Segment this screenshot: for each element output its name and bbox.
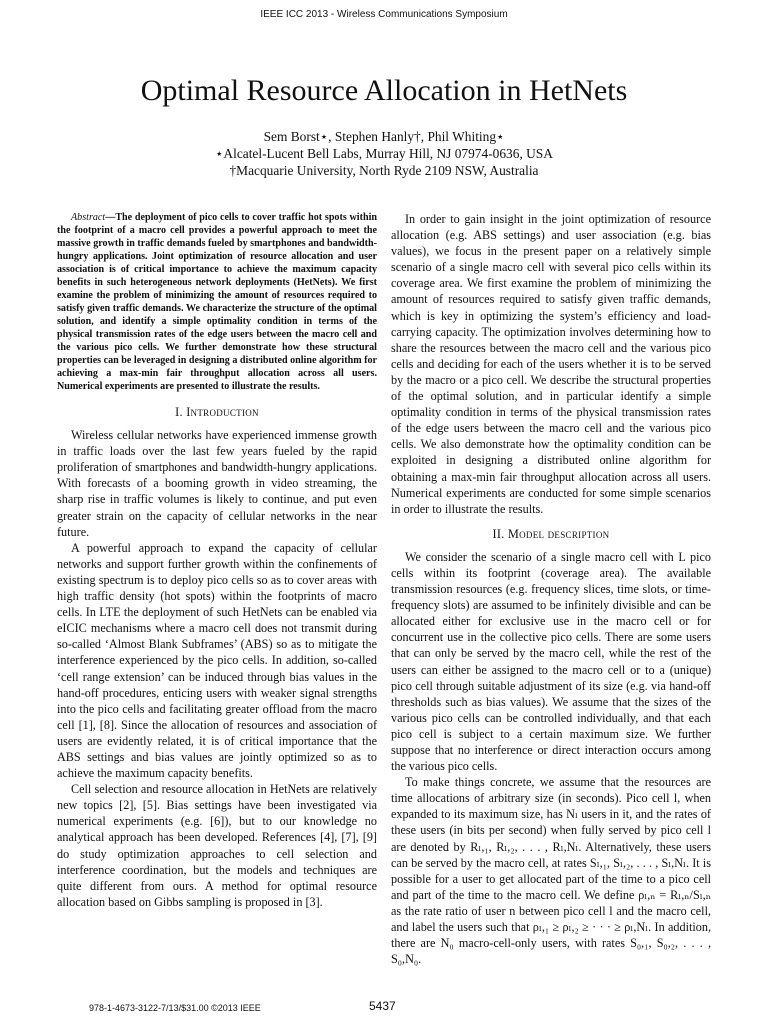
author-block: [0, 128, 768, 179]
model-paragraph-1: We consider the scenario of a single macro cell with L pico cells within its footprint (coverage area). The available transmission resources (e.g. frequency slices, time slots, or time-frequency slots) are assumed to be infinitely divisible and can be allocated either for exclusive use in the macro cell or for concurrent use in the collective pico cells. There are some users that can only be served by the macro cell, while the rest of the users can either be assigned to the macro cell or to a (unique) pico cell through suitable adjustment of its size (e.g. via hand-off thresholds such as bias values). We assume that the sizes of the various pico cells can be controlled individually, and that each pico cell is subject to a certain maximum size. We further suppose that no interference or direct interaction occurs among the various pico cells.: [391, 549, 711, 774]
abstract-lead: Abstract: [71, 212, 106, 223]
affiliation-2: †Macquarie University, North Ryde 2109 NSW, Australia: [229, 163, 539, 178]
model-heading: II. Model description: [492, 526, 610, 541]
affiliation-1: ⋆Alcatel-Lucent Bell Labs, Murray Hill, NJ 07974-0636, USA: [215, 146, 553, 161]
right-column: [391, 211, 711, 967]
intro-paragraph-3: Cell selection and resource allocation in HetNets are relatively new topics [2], [5]. Bias settings have been investigated via numerical experiments (e.g. [6]), but to our knowledge no analytical approach has been developed. References [4], [7], [9] do study optimization approaches to cell selection and interference coordination, but the models and techniques are quite different from ours. A method for optimal resource allocation based on Gibbs sampling is proposed in [3].: [57, 782, 377, 909]
page-number: 5437: [369, 999, 396, 1013]
paper-title: Optimal Resource Allocation in HetNets: [140, 74, 628, 107]
intro-paragraph-4: In order to gain insight in the joint optimization of resource allocation (e.g. ABS settings) and user association (e.g. bias values), we focus in the present paper on a relatively simple scenario of a single macro cell with several pico cells within its coverage area. We first examine the problem of minimizing the amount of resources required to satisfy given traffic demands, which is key in optimizing the system’s efficiency and load-carrying capacity. The optimization involves determining how to share the resources between the macro cell and the various pico cells and deciding for each of the users whether it is to be served by the macro or a pico cell. We describe the structural properties of the optimal solution, and in particular identify a simple optimality condition in terms of the physical transmission rates of the edge users between the macro cell and the various pico cells. We also demonstrate how the optimality condition can be exploited in designing a distributed online algorithm for obtaining a max-min fair throughput allocation across all users. Numerical experiments are conducted for some simple scenarios in order to illustrate the results.: [391, 212, 711, 516]
intro-paragraph-1: Wireless cellular networks have experienced immense growth in traffic loads over the last few years fueled by the rapid proliferation of smartphones and bandwidth-hungry applications. With forecasts of a booming growth in video streaming, the sharp rise in traffic volumes is likely to continue, and put even greater strain on the capacity of cellular networks in the near future.: [57, 428, 377, 539]
conference-header: IEEE ICC 2013 - Wireless Communications Symposium: [260, 9, 508, 20]
abstract: [57, 211, 377, 393]
intro-heading: I. Introduction: [175, 405, 259, 419]
abstract-text: —The deployment of pico cells to cover traffic hot spots within the footprint of a macro cell provides a powerful approach to meet the massive growth in traffic demands fueled by smartphones and bandwidth-hungry applications. Joint optimization of resource allocation and user association is of critical importance to achieve the maximum capacity benefits in such heterogeneous network deployments (HetNets). We first examine the problem of minimizing the amount of resources required to satisfy given traffic demands. We characterize the structure of the optimal solution, and identify a simple optimality condition in terms of the physical transmission rates of the edge users between the macro cell and the various pico cells. We further demonstrate how these structural properties can be leveraged in designing a distributed online algorithm for achieving a max-min fair throughput allocation across all users. Numerical experiments are presented to illustrate the results.: [57, 212, 378, 392]
left-column: [57, 211, 377, 910]
footer-isbn: 978-1-4673-3122-7/13/$31.00 ©2013 IEEE: [89, 1003, 261, 1013]
model-paragraph-2: To make things concrete, we assume that the resources are time allocations of arbitrary size (in seconds). Pico cell l, when expanded to its maximum size, has Nₗ users in it, and the rates of these users (in bits per second) when fully served by pico cell l are denoted by Rₗ,₁, Rₗ,₂, . . . , Rₗ,Nₗ. Alternatively, these users can be served by the macro cell, at rates Sₗ,₁, Sₗ,₂, . . . , Sₗ,Nₗ. It is possible for a user to get allocated part of the time to a pico cell and part of the time to the macro cell. We define ρₗ,ₙ = Rₗ,ₙ/Sₗ,ₙ as the rate ratio of user n between pico cell l and the macro cell, and label the users such that ρₗ,₁ ≥ ρₗ,₂ ≥ · · · ≥ ρₗ,Nₗ. In addition, there are N₀ macro-cell-only users, with rates S₀,₁, S₀,₂, . . . , S₀,N₀.: [391, 775, 711, 967]
author-names: Sem Borst⋆, Stephen Hanly†, Phil Whiting⋆: [263, 129, 505, 144]
intro-paragraph-2: A powerful approach to expand the capacity of cellular networks and support further growth within the confinements of existing spectrum is to deploy pico cells so as to cover areas with high traffic density (hot spots) within the footprints of macro cells. In LTE the deployment of such HetNets can be enabled via eICIC mechanisms where a macro cell does not transmit during so-called ‘Almost Blank Subframes’ (ABS) so as to mitigate the interference experienced by the pico cells. In addition, so-called ‘cell range extension’ can be induced through bias values in the hand-off procedures, enticing users with weaker signal strengths into the pico cells and facilitating greater offload from the macro cell [1], [8]. Since the allocation of resources and association of users are evidently related, it is of critical importance that the ABS settings and bias values are jointly optimized so as to achieve the maximum capacity benefits.: [57, 540, 377, 781]
